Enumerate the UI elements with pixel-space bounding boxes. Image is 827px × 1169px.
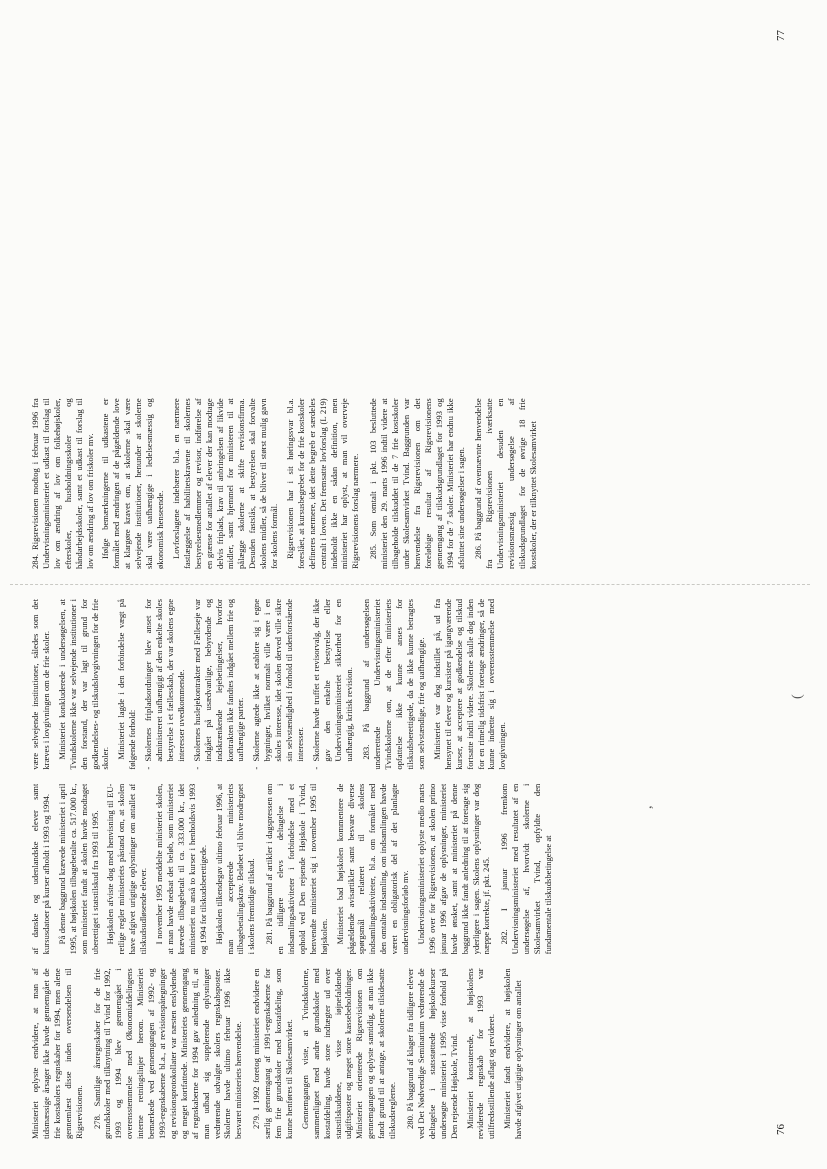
paragraph: Lovforslagene indebærer bl.a. en nærmere fastlæggelse af habilitetskravene til skolernes bestyrelsesmedlemmer og revisor, indførelse af en grænse for antallet af elever der kan modtage delvis friplads, krav til anbringelsen af likvide midler, samt hjemmel for ministeren til at pålægge skolerne at skifte revisionsfirma. Desuden fastslås, at bestyrelsen skal forvalte skolens midler, så de bliver til størst mulig gavn for skolens formål. bbox=[170, 398, 280, 569]
paragraph-278: 278. Samtlige årsregnskaber for de frie grundskoler med tilknytning til Tvind for 1992, 1993 og 1994 blev gennemgået i overensstemmelse med Økonomiafdelingens interne retningslinjer herom. Ministeriet bemærkede ved gennemgangen af 1992- og 1993-regnskaberne bl.a., at revisionspåtegninger og revisionsprotokollater var næsten enslydende og meget kortfattede. Ministeriets gennemgang af regnskaberne for 1994 gav anledning til, at man udbad sig supplerende oplysninger vedrørende udvalgte skolers regnskabsposter. Skolerne havde ultimo februar 1996 ikke besvaret ministeriets henvendelse. bbox=[91, 968, 244, 1139]
paragraph: Højskolen tilkendegav ultimo februar 1996, at man accepterede ministeriets tilbagebetalingskrav. Beløbet vil blive modregnet i skolens fremtidige tilskud. bbox=[213, 783, 257, 955]
page-77-column-3 bbox=[30, 29, 760, 200]
paragraph: af danske og udenlandske elever samt kursusdatoer på kurser afholdt i 1993 og 1994. bbox=[30, 783, 51, 955]
paragraph: Ministeriet fandt endvidere, at højskolen havde afgivet urigtige oplysninger om antallet bbox=[502, 968, 524, 1139]
bullet-item: - Skolerne havde truffet et revisorvalg, der ikke gav den enkelte bestyrelse eller Undervisningsministeriet sikkerhed for en uafhængig, kritisk revision. bbox=[311, 599, 355, 770]
page-76-column-3 bbox=[30, 599, 760, 770]
paragraph: Undervisningsministeriet oplyste medio marts 1996 over for Rigsrevisionen, at skolen primo januar 1996 afgav de oplysninger, ministeriet havde ønsket, samt at ministeriet på denne baggrund ikke fandt anledning til at foretage sig yderligere i sagen. Skolens oplysninger var dog næppe korrekte, jf. pkt. 245. bbox=[416, 783, 492, 955]
paragraph: Ministeriet bad højskolen kommentere de pågældende avisartikler samt besvare diverse spørgsmål relateret til skolens indsamlingsaktiviteter, bl.a. om formålet med den omtalte indsamling, om indsamlingen havde været en obligatorisk del af det planlagte undervisningsforløb mv. bbox=[334, 783, 411, 955]
page-76 bbox=[30, 599, 760, 1139]
page-77-column-1 bbox=[30, 398, 760, 569]
page-76-column-2 bbox=[30, 784, 760, 955]
page-number-left: 76 bbox=[775, 1124, 787, 1135]
paragraph: Ministeriet oplyste endvidere, at man af tidsmæssige årsager ikke havde gennemgået de frie kostskolers regnskaber for 1994, men alene gennemlæst disse inden oversendelsen til Rigsrevisionen. bbox=[30, 968, 84, 1139]
paragraph: I november 1995 meddelte ministeriet skolen, at man havde nedsat det beløb, som ministeriet krævede tilbagebetalt til ca. 333.000 kr., idet ministeriet nu anså to kurser i henholdsvis 1993 og 1994 for tilskudsberettigede. bbox=[154, 783, 208, 955]
page-77 bbox=[30, 29, 760, 569]
paragraph: Ministeriet lagde i den forbindelse vægt på følgende forhold: bbox=[116, 598, 138, 770]
paragraph: Ministeriet konkluderede i undersøgelsen, at Tvindskolerne ikke var selvejende institutioner i den forstand, der var lagt til grund for godkendelses- og tilskudslovgivningen for de frie skoler. bbox=[56, 598, 111, 770]
bullet-item: - Skolernes fripladsordninger blev anset for administreret uafhængigt af den enkelte skoles bestyrelse i et fællesskab, der var skolens egne interesser uvedkommende. bbox=[143, 599, 187, 770]
page-77-column-2 bbox=[30, 214, 760, 385]
paragraph: Gennemgangen viste, at Tvindskolerne, sammenlignet med andre grundskoler med kostafdeling, havde store indtægter ud over statstilskuddene, visse iøjnefaldende udgiftsposter og meget store kassebeholdninger. Ministeriet orienterede Rigsrevisionen om gennemgangen og oplyste samtidig, at man ikke fandt grund til at antage, at skolerne tilsidesatte tilskudsreglerne. bbox=[299, 968, 398, 1139]
bullet-item: - Skolerne agtede ikke at etablere sig i egne bygninger, hvilket normalt ville være i en skoles interesse, idet skolen derved ville sikre sin selvstændighed i forhold til udenforstående interesser. bbox=[251, 599, 306, 770]
bullet-item: - Skolernes huslejekontrakter med Fælleseje var indgået på usædvanlige, bebyrdende og indskrænkende lejebetingelser, hvorfor kontrakten ikke fandtes indgået mellem frie og uafhængige parter. bbox=[192, 599, 247, 770]
paragraph: være selvejende institutioner, således som det kræves i lovgivningen om de frie skoler. bbox=[30, 598, 51, 770]
paragraph-284: 284. Rigsrevisionen modtog i februar 1996 fra Undervisningsministeriet et udkast til forslag til lov om ændring af lov om folkehøjskoler, efterskoler, husholdningsskoler og håndarbejdsskoler, samt et udkast til forslag til lov om ændring af lov om friskoler mv. bbox=[30, 398, 95, 569]
paragraph: Højskolen afviste dog med henvisning til EU-retlige regler ministeriets påstand om, at skolen have afgivet urigtige oplysninger om antallet af tilskudsudløsende elever. bbox=[105, 783, 149, 955]
scan-mark: ( bbox=[790, 694, 805, 699]
paragraph: Ministeriet konstaterede, at højskolens reviderede regnskab for 1993 var utilfredsstillende aflagt og revideret. bbox=[464, 968, 497, 1139]
paragraph: Ifølge bemærkningerne til udkastene er formålet med ændringen af de pågældende love at klargøre kravet om, at skolerne skal være selvejende institutioner, henunder at skolerne skal være uafhængige i ledelsesmæssig og økonomisk henseende. bbox=[100, 398, 165, 569]
paragraph: Rigsrevisionen har i sit høringssvar bl.a. foreslået, at kursusbegrebet for de frie kostskoler defineres nærmere, idet dette begreb er særdeles centralt i loven. Det fremsatte lovforslag (L 219) indeholdt ikke en sådan definition, men ministeriet har oplyst, at man vil overveje Rigsrevisionens forslag nærmere. bbox=[284, 398, 361, 569]
paragraph-281: 281. På baggrund af artikler i dagspressen om en tidligere elevs deltagelse i indsamlingsaktiviteter i forbindelse med et ophold ved Den rejsende Højskole i Tvind, henvendte ministeriet sig i november 1995 til højskolen. bbox=[264, 783, 329, 955]
paragraph-285: 285. Som omtalt i pkt. 103 besluttede ministeriet den 29. marts 1996 indtil videre at tilbageholde tilskuddet til de 7 frie kostskoler under Skolesamvirket Tvind. Baggrunden var henvendelse fra Rigsrevisionen om det foreløbige resultat af Rigsrevisionens gennemgang af tilskudsgrundlaget for 1993 og 1994 for de 7 skoler. Ministeriet har endnu ikke afsluttet sine undersøgelser i sagen. bbox=[368, 398, 466, 569]
paragraph-282: 282. I januar 1996 fremkom Undervisningsministeriet med resultatet af en undersøgelse af, hvorvidt skolerne i Skolesamvirket Tvind, opfyldte den fundamentale tilskudsbetingelse at bbox=[499, 783, 553, 955]
page-76-column-1 bbox=[30, 968, 760, 1139]
paragraph-283: 283. På baggrund af undersøgelsen underrettede Undervisningsministeriet Tvindskolerne om, at de efter ministeriets opfattelse ikke kunne anses for tilskudsberettigede, da de ikke kunne betragtes som selvstændige, frie og uafhængige. bbox=[361, 598, 426, 770]
paragraph: På denne baggrund krævede ministeriet i april 1995, at højskolen tilbagebetalte ca. 517.000 kr., som ministeriet fandt at skolen havde modtaget uberettiget i statstilskud fra 1993 til 1995. bbox=[56, 783, 100, 955]
page-number-right: 77 bbox=[775, 30, 787, 41]
paragraph-279: 279. I 1992 foretog ministeriet endvidere en særlig gennemgang af 1991-regnskaberne for fem frie grundskoler med kostafdeling, som kunne henføres til Skolesamvirket. bbox=[251, 968, 294, 1139]
paragraph-280: 280. På baggrund af klager fra tidligere elever ved Det Nødvendige Seminarium vedrørende de deltagelse i statsstøttede højskolekurser undersøgte ministeriet i 1995 visse forhold på Den rejsende Højskole, Tvind. bbox=[405, 968, 459, 1139]
page-fold-line bbox=[10, 584, 810, 585]
scan-mark: , bbox=[640, 805, 655, 809]
paragraph: Ministeriet var dog indstillet på, ud fra hensynet til elever og kursister på igangværende kurser, at acceptere at godkendelse og tilskud fortsatte indtil videre. Skolerne skulle dog inden for en rimelig tidsfrist foretage ændringer, så de kunne indrette sig i overensstemmelse med lovgivningen. bbox=[431, 598, 508, 770]
paragraph-286: 286. På baggrund af ovennævnte henvendelse fra Rigsrevisionen iværksatte Undervisningsministeriet desuden en revisionsmæssig undersøgelse af tilskudsgrundlaget for de øvrige 18 frie kostskoler, der er tilknyttet Skolesamvirket bbox=[473, 398, 538, 569]
